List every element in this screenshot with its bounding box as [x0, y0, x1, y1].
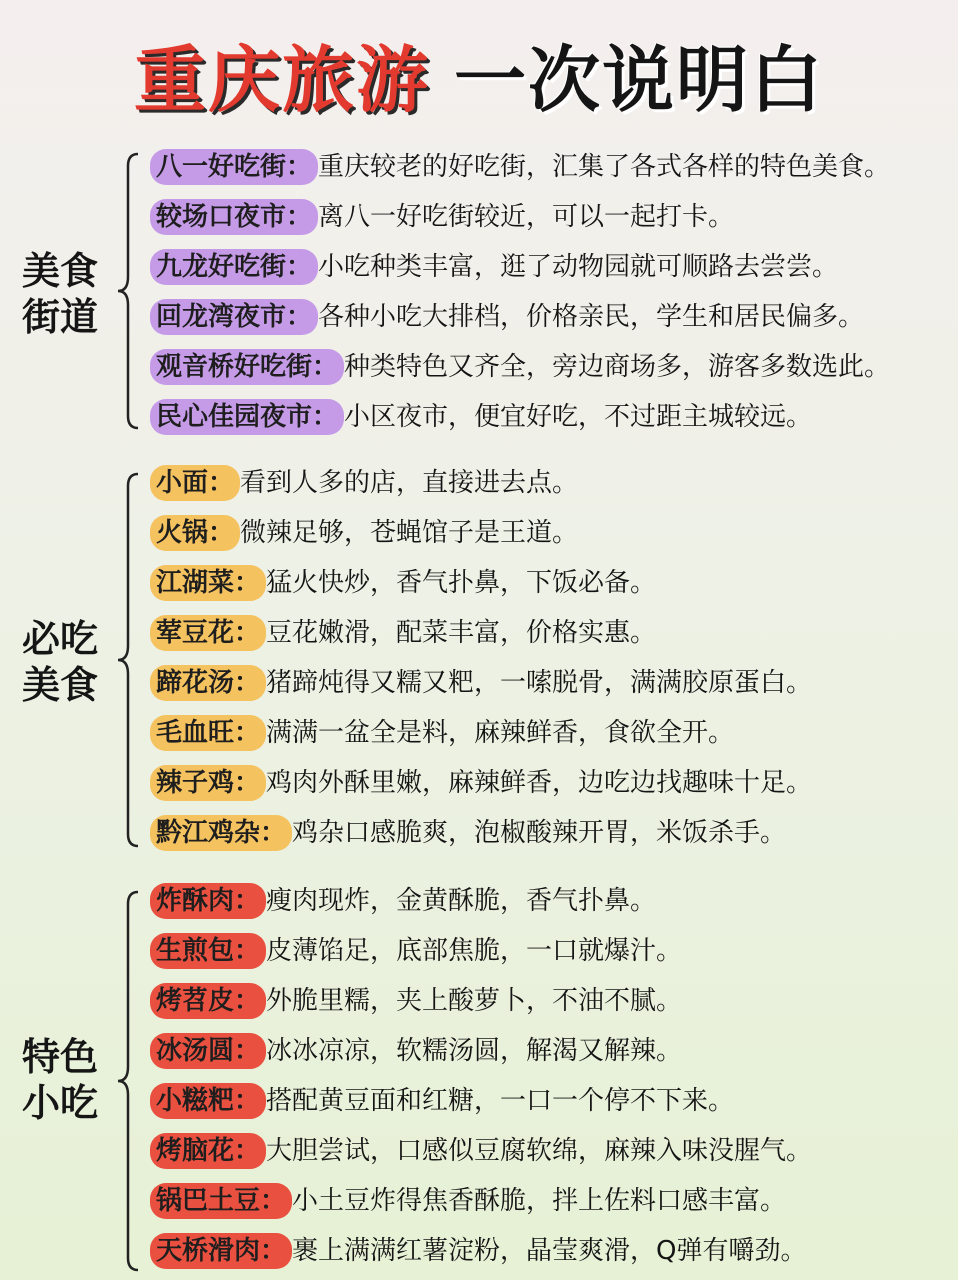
brace-icon [114, 890, 142, 1272]
list-item [150, 1226, 940, 1276]
item-name: 小糍粑： [150, 1083, 266, 1119]
list-item [150, 392, 940, 442]
item-desc: 离八一好吃街较近，可以一起打卡。 [318, 202, 735, 232]
item-desc: 微辣足够，苍蝇馆子是王道。 [240, 518, 579, 548]
list-item [150, 1126, 940, 1176]
item-desc: 猛火快炒，香气扑鼻，下饭必备。 [266, 568, 657, 598]
page-title [0, 30, 958, 130]
item-desc: 种类特色又齐全，旁边商场多，游客多数选此。 [344, 352, 891, 382]
title-part1: 重庆旅游 [133, 38, 430, 122]
section-label [14, 1034, 106, 1126]
section-label-line1: 必吃 [21, 616, 98, 661]
item-desc: 皮薄馅足，底部焦脆，一口就爆汁。 [266, 936, 683, 966]
item-name: 烤苕皮： [150, 983, 266, 1019]
item-desc: 大胆尝试，口感似豆腐软绵，麻辣入味没腥气。 [266, 1136, 813, 1166]
item-desc: 鸡肉外酥里嫩，麻辣鲜香，边吃边找趣味十足。 [266, 768, 813, 798]
section-label [14, 248, 106, 340]
list-item [150, 658, 940, 708]
list-item [150, 458, 940, 508]
list-item [150, 1076, 940, 1126]
list-item [150, 1176, 940, 1226]
item-name: 观音桥好吃街： [150, 349, 344, 385]
section-label-line1: 美食 [21, 248, 98, 293]
item-name: 锅巴土豆： [150, 1183, 292, 1219]
title-part2: 一次说明白 [454, 38, 825, 122]
item-desc: 鸡杂口感脆爽，泡椒酸辣开胃，米饭杀手。 [292, 818, 787, 848]
list-item [150, 342, 940, 392]
item-name: 辣子鸡： [150, 765, 266, 801]
list-item [150, 558, 940, 608]
item-name: 民心佳园夜市： [150, 399, 344, 435]
item-name: 小面： [150, 465, 240, 501]
list-item [150, 242, 940, 292]
list-item [150, 926, 940, 976]
item-desc: 搭配黄豆面和红糖，一口一个停不下来。 [266, 1086, 735, 1116]
item-desc: 裹上满满红薯淀粉，晶莹爽滑，Q弹有嚼劲。 [292, 1236, 807, 1266]
list-item [150, 758, 940, 808]
item-desc: 重庆较老的好吃街，汇集了各式各样的特色美食。 [318, 152, 891, 182]
item-name: 江湖菜： [150, 565, 266, 601]
item-name: 黔江鸡杂： [150, 815, 292, 851]
brace-icon [114, 472, 142, 848]
brace-icon [114, 152, 142, 430]
list-item [150, 808, 940, 858]
section-food-streets [0, 140, 958, 440]
section-must-eat [0, 458, 958, 858]
item-name: 荤豆花： [150, 615, 266, 651]
item-desc: 小土豆炸得焦香酥脆，拌上佐料口感丰富。 [292, 1186, 787, 1216]
section-label-line2: 美食 [21, 662, 98, 707]
item-desc: 外脆里糯，夹上酸萝卜，不油不腻。 [266, 986, 683, 1016]
item-name: 蹄花汤： [150, 665, 266, 701]
list-item [150, 192, 940, 242]
list-item [150, 1026, 940, 1076]
list-item [150, 292, 940, 342]
section-label [14, 616, 106, 708]
item-name: 火锅： [150, 515, 240, 551]
item-name: 生煎包： [150, 933, 266, 969]
section-special-snacks [0, 876, 958, 1276]
list-item [150, 976, 940, 1026]
item-name: 炸酥肉： [150, 883, 266, 919]
section-label-line2: 小吃 [21, 1080, 98, 1125]
list-item [150, 876, 940, 926]
item-desc: 小区夜市，便宜好吃，不过距主城较远。 [344, 402, 813, 432]
section-label-line1: 特色 [21, 1034, 98, 1079]
item-desc: 豆花嫩滑，配菜丰富，价格实惠。 [266, 618, 657, 648]
list-item [150, 608, 940, 658]
item-name: 烤脑花： [150, 1133, 266, 1169]
item-desc: 各种小吃大排档，价格亲民，学生和居民偏多。 [318, 302, 865, 332]
item-desc: 猪蹄炖得又糯又粑，一嗦脱骨，满满胶原蛋白。 [266, 668, 813, 698]
section-label-line2: 街道 [21, 294, 98, 339]
list-item [150, 508, 940, 558]
item-desc: 瘦肉现炸，金黄酥脆，香气扑鼻。 [266, 886, 657, 916]
item-name: 天桥滑肉： [150, 1233, 292, 1269]
item-name: 毛血旺： [150, 715, 266, 751]
item-name: 八一好吃街： [150, 149, 318, 185]
item-name: 回龙湾夜市： [150, 299, 318, 335]
item-desc: 满满一盆全是料，麻辣鲜香，食欲全开。 [266, 718, 735, 748]
item-name: 九龙好吃街： [150, 249, 318, 285]
item-name: 较场口夜市： [150, 199, 318, 235]
item-name: 冰汤圆： [150, 1033, 266, 1069]
item-desc: 看到人多的店，直接进去点。 [240, 468, 579, 498]
item-desc: 小吃种类丰富，逛了动物园就可顺路去尝尝。 [318, 252, 839, 282]
list-item [150, 708, 940, 758]
item-desc: 冰冰凉凉，软糯汤圆，解渴又解辣。 [266, 1036, 683, 1066]
list-item [150, 142, 940, 192]
